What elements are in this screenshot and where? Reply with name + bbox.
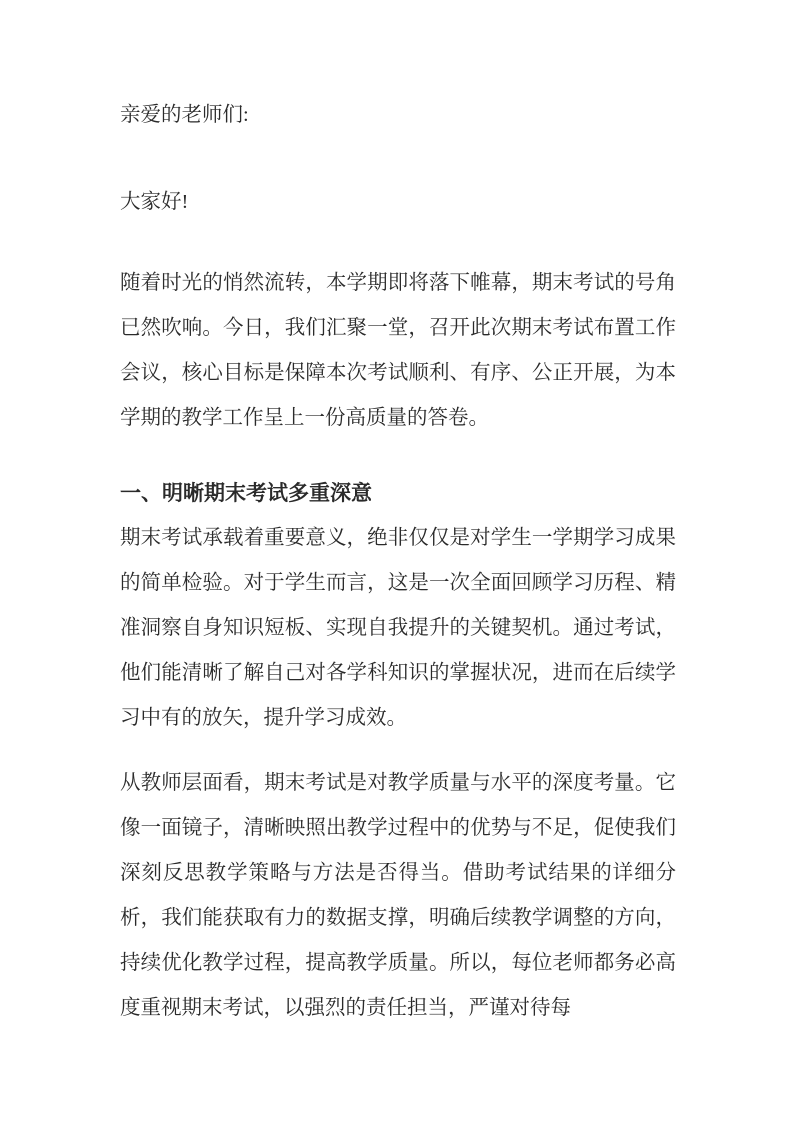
paragraph-student-perspective: 期末考试承载着重要意义，绝非仅仅是对学生一学期学习成果的简单检验。对于学生而言，这是一次全面回顾学习历程、精准洞察自身知识短板、实现自我提升的关键契机。通过考试，他们能清晰了解自己对各学科知识的掌握状况，进而在后续学习中有的放矢，提升学习成效。	[120, 527, 676, 729]
opening-paragraph: 随着时光的悄然流转，本学期即将落下帷幕，期末考试的号角已然吹响。今日，我们汇聚一堂，召开此次期末考试布置工作会议，核心目标是保障本次考试顺利、有序、公正开展，为本学期的教学工作呈上一份高质量的答卷。	[120, 272, 676, 429]
salutation-line: 亲爱的老师们:	[120, 104, 249, 126]
section-heading-exam-significance: 一、明晰期末考试多重深意	[120, 481, 372, 505]
paragraph-teacher-perspective: 从教师层面看，期末考试是对教学质量与水平的深度考量。它像一面镜子，清晰映照出教学过程中的优势与不足，促使我们深刻反思教学策略与方法是否得当。借助考试结果的详细分析，我们能获取有力的数据支撑，明确后续教学调整的方向，持续优化教学过程，提高教学质量。所以，每位老师都务必高度重视期末考试，以强烈的责任担当，严谨对待每	[120, 772, 676, 1019]
document-content	[120, 0, 676, 1031]
greeting-line: 大家好!	[120, 191, 189, 213]
